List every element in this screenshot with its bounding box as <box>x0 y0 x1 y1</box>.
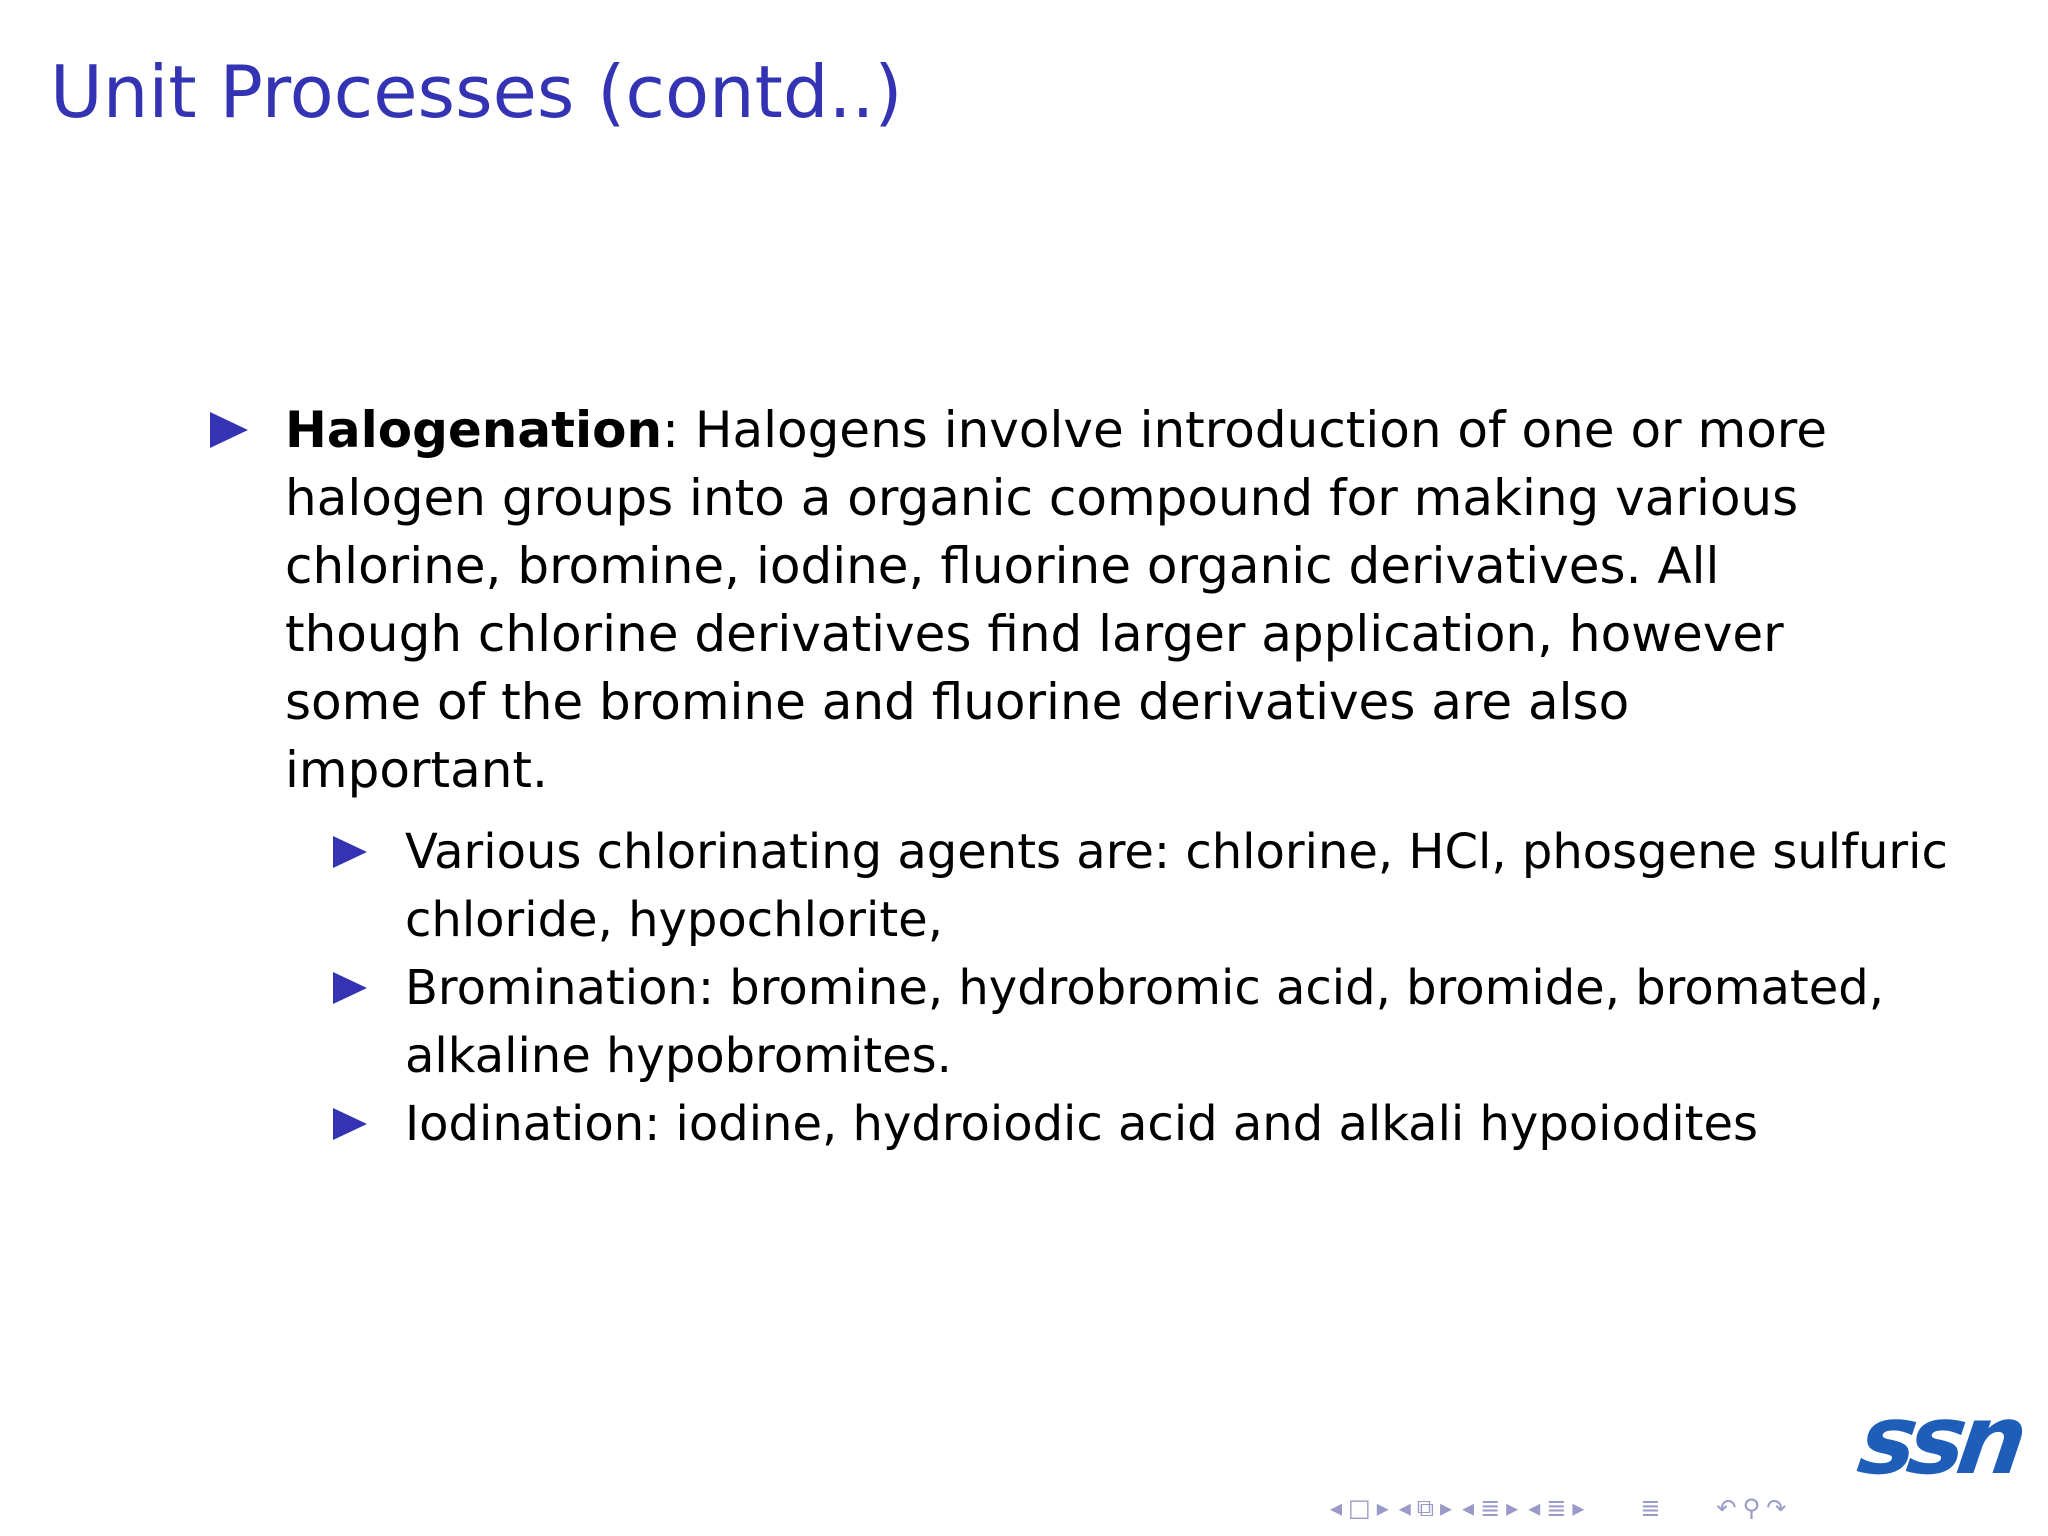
next-slide-icon[interactable]: ▸ <box>1376 1494 1389 1522</box>
next-section-icon[interactable]: ▸ <box>1506 1494 1519 1522</box>
section-nav-group <box>1462 1490 1518 1526</box>
next-subsection-icon[interactable]: ▸ <box>1572 1494 1585 1522</box>
search-icon[interactable]: ⚲ <box>1742 1494 1761 1522</box>
sub-list-item <box>333 818 2025 954</box>
triangle-bullet-icon <box>333 1108 367 1140</box>
prev-section-icon[interactable]: ◂ <box>1462 1494 1475 1522</box>
slide-nav-group <box>1330 1490 1389 1526</box>
frame-nav-group <box>1399 1490 1452 1526</box>
subsection-icon[interactable]: ⧉ <box>1416 1494 1434 1522</box>
slide-content <box>210 396 1948 1158</box>
sub-list-item <box>333 1090 2025 1158</box>
list-item-halogenation <box>210 396 1890 804</box>
halogenation-description: : Halogens involve introduction of one or more halogen groups into a organic compound for making various chlorine, bromine, iodine, fluorine organic derivatives. All though chlorine derivatives find larger application, however some of the bromine and fluorine derivatives are also important. <box>285 401 1828 799</box>
back-icon[interactable]: ↶ <box>1716 1494 1737 1522</box>
prev-subsection-icon[interactable]: ◂ <box>1528 1494 1541 1522</box>
triangle-bullet-icon <box>333 836 367 868</box>
ssn-logo: ssn <box>1852 1384 2027 1496</box>
frame-icon[interactable]: □ <box>1348 1494 1371 1522</box>
search-nav-group <box>1717 1490 1787 1526</box>
prev-slide-icon[interactable]: ◂ <box>1330 1494 1343 1522</box>
section-icon[interactable]: ≣ <box>1480 1494 1501 1522</box>
sub-item-text: Various chlorinating agents are: chlorine, HCl, phosgene sulfuric chloride, hypochlorite, <box>405 824 1948 948</box>
triangle-bullet-icon <box>333 972 367 1004</box>
subsection-nav-group <box>1528 1490 1584 1526</box>
beamer-navigation-bar <box>1330 1490 1786 1526</box>
slide-title: Unit Processes (contd..) <box>50 50 903 134</box>
sub-item-text: Bromination: bromine, hydrobromic acid, bromide, bromated, alkaline hypobromites. <box>405 960 1884 1084</box>
toc-icon[interactable]: ≣ <box>1640 1494 1661 1522</box>
term-halogenation: Halogenation <box>285 401 663 459</box>
sub-list-item <box>333 954 2025 1090</box>
sub-item-text: Iodination: iodine, hydroiodic acid and alkali hypoiodites <box>405 1096 1759 1152</box>
sub-list <box>210 818 1948 1158</box>
prev-frame-icon[interactable]: ◂ <box>1398 1494 1411 1522</box>
section-list-icon[interactable]: ≣ <box>1546 1494 1567 1522</box>
forward-icon[interactable]: ↷ <box>1766 1494 1787 1522</box>
next-frame-icon[interactable]: ▸ <box>1439 1494 1453 1522</box>
triangle-bullet-icon <box>210 412 248 448</box>
